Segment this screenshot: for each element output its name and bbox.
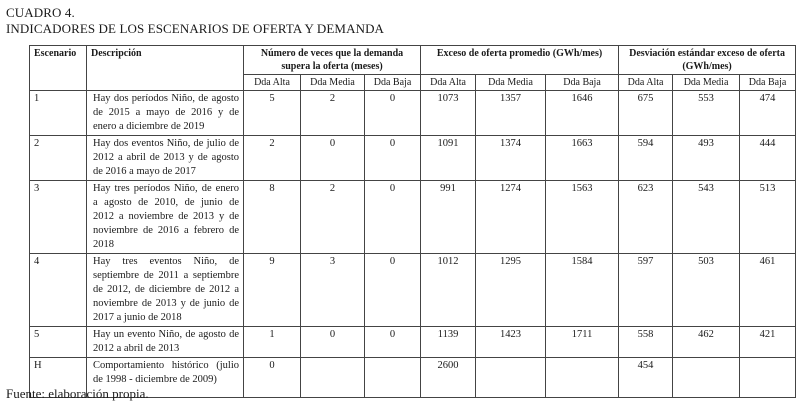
cell-veces-alta: 0 [244,358,301,398]
cell-desv-alta: 558 [619,327,673,358]
cell-exceso-alta: 1073 [421,91,476,136]
cell-veces-alta: 2 [244,136,301,181]
cell-desv-alta: 597 [619,254,673,327]
table-row [30,327,796,358]
header-descripcion: Descripción [87,46,244,91]
cell-exceso-baja: 1584 [546,254,619,327]
subheader-exceso-media: Dda Media [476,75,546,91]
cell-desv-baja: 421 [740,327,796,358]
cell-desv-alta: 454 [619,358,673,398]
table-row [30,254,796,327]
cell-escenario: H [30,358,87,398]
cell-escenario: 2 [30,136,87,181]
subheader-desv-alta: Dda Alta [619,75,673,91]
cell-escenario: 1 [30,91,87,136]
cell-exceso-baja: 1646 [546,91,619,136]
cell-desv-media: 493 [673,136,740,181]
cell-desv-alta: 594 [619,136,673,181]
cell-exceso-alta: 1139 [421,327,476,358]
cell-exceso-baja: 1663 [546,136,619,181]
cell-exceso-media: 1274 [476,181,546,254]
cell-exceso-media [476,358,546,398]
cell-veces-baja: 0 [365,327,421,358]
cell-veces-baja [365,358,421,398]
caption-title: INDICADORES DE LOS ESCENARIOS DE OFERTA Y DEMANDA [6,21,385,36]
cell-veces-media [301,358,365,398]
table-row [30,91,796,136]
source-note: Fuente: elaboración propia. [6,386,149,401]
header-desviacion: Desviación estándar exceso de oferta (GWh/mes) [619,46,796,75]
cell-desv-media: 462 [673,327,740,358]
cell-desv-media: 553 [673,91,740,136]
cell-escenario: 5 [30,327,87,358]
cell-desv-alta: 675 [619,91,673,136]
cell-veces-baja: 0 [365,91,421,136]
cell-exceso-alta: 1091 [421,136,476,181]
subheader-exceso-alta: Dda Alta [421,75,476,91]
cell-exceso-media: 1357 [476,91,546,136]
cell-descripcion: Comportamiento histórico (julio de 1998 - diciembre de 2009) [87,358,244,398]
cell-exceso-alta: 2600 [421,358,476,398]
subheader-desv-media: Dda Media [673,75,740,91]
cell-desv-baja: 444 [740,136,796,181]
cell-descripcion: Hay dos eventos Niño, de julio de 2012 a abril de 2013 y de agosto de 2016 a mayo de 2017 [87,136,244,181]
cell-veces-alta: 5 [244,91,301,136]
cell-descripcion: Hay un evento Niño, de agosto de 2012 a abril de 2013 [87,327,244,358]
cell-desv-baja [740,358,796,398]
header-row [30,46,796,75]
cell-exceso-alta: 1012 [421,254,476,327]
cell-exceso-media: 1295 [476,254,546,327]
subheader-veces-baja: Dda Baja [365,75,421,91]
subheader-exceso-baja: Dda Baja [546,75,619,91]
subheader-veces-media: Dda Media [301,75,365,91]
cell-desv-media: 543 [673,181,740,254]
cell-veces-alta: 1 [244,327,301,358]
cell-exceso-baja: 1563 [546,181,619,254]
cell-escenario: 4 [30,254,87,327]
cell-veces-media: 3 [301,254,365,327]
cell-descripcion: Hay dos períodos Niño, de agosto de 2015 a mayo de 2016 y de enero a diciembre de 2019 [87,91,244,136]
cell-veces-baja: 0 [365,136,421,181]
subheader-veces-alta: Dda Alta [244,75,301,91]
cell-descripcion: Hay tres períodos Niño, de enero a agosto de 2010, de junio de 2012 a noviembre de 2013 y de noviembre de 2016 a febrero de 2018 [87,181,244,254]
cell-veces-baja: 0 [365,181,421,254]
indicators-table [29,45,796,398]
cell-exceso-media: 1423 [476,327,546,358]
header-veces: Número de veces que la demanda supera la oferta (meses) [244,46,421,75]
cell-veces-alta: 8 [244,181,301,254]
cell-desv-baja: 461 [740,254,796,327]
caption-number: CUADRO 4. [6,5,75,20]
table-row [30,136,796,181]
cell-veces-alta: 9 [244,254,301,327]
cell-exceso-baja: 1711 [546,327,619,358]
table-caption [6,5,384,37]
cell-exceso-alta: 991 [421,181,476,254]
cell-veces-media: 0 [301,136,365,181]
cell-veces-media: 0 [301,327,365,358]
cell-exceso-baja [546,358,619,398]
cell-desv-alta: 623 [619,181,673,254]
cell-desv-media [673,358,740,398]
cell-veces-baja: 0 [365,254,421,327]
cell-veces-media: 2 [301,91,365,136]
cell-desv-baja: 474 [740,91,796,136]
cell-exceso-media: 1374 [476,136,546,181]
table-row [30,181,796,254]
cell-veces-media: 2 [301,181,365,254]
header-escenario: Escenario [30,46,87,91]
cell-desv-media: 503 [673,254,740,327]
header-exceso: Exceso de oferta promedio (GWh/mes) [421,46,619,75]
subheader-desv-baja: Dda Baja [740,75,796,91]
cell-descripcion: Hay tres eventos Niño, de septiembre de 2011 a septiembre de 2012, de diciembre de 2012 a noviembre de 2013 y de junio de 2017 a junio de 2018 [87,254,244,327]
cell-escenario: 3 [30,181,87,254]
cell-desv-baja: 513 [740,181,796,254]
